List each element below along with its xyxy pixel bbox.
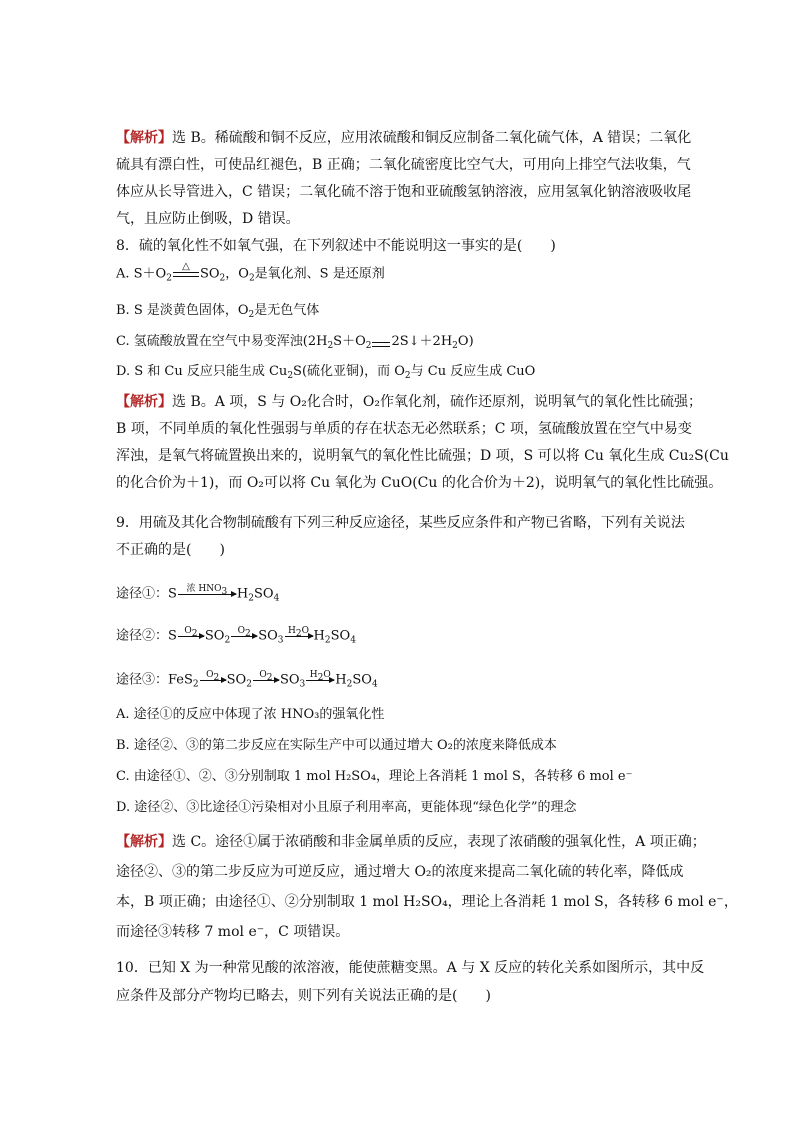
arrow-shaft [306, 680, 334, 681]
subscript: 2 [324, 635, 331, 646]
q7-analysis-line-1 [116, 128, 692, 148]
subscript: 2 [287, 371, 294, 381]
q8-b-end: 是无色气体 [254, 303, 320, 318]
q9-analysis-line-1 [116, 832, 706, 852]
q8-b-prefix: B. S 是淡黄色固体，O [116, 303, 249, 318]
spacer [173, 277, 199, 286]
subscript: 2 [365, 341, 372, 351]
q10-stem-line-1: 10．已知 X 为一种常见酸的浓溶液，能使蔗糖变黑。A 与 X 反应的转化关系如图所示，其中反 [116, 960, 705, 976]
q8-d-end: 与 Cu 反应生成 CuO [410, 364, 536, 379]
reaction-arrow [231, 626, 257, 646]
route-1 [116, 584, 686, 605]
subscript: 2 [192, 679, 199, 690]
subscript: 2 [246, 679, 252, 690]
subscript: 4 [371, 679, 378, 690]
subscript: 2 [346, 679, 353, 690]
route-3-label: 途径③：FeS [116, 672, 193, 688]
arrow-shaft [178, 636, 204, 637]
q8-option-b [116, 301, 686, 321]
subscript: 2 [166, 273, 172, 284]
subscript: 2 [213, 673, 220, 683]
subscript: 2 [219, 273, 226, 284]
reaction-arrow [306, 670, 334, 690]
q8-option-d [116, 362, 686, 382]
q8-option-a [116, 262, 686, 286]
condition-text: O [237, 626, 246, 636]
route-3 [116, 670, 686, 691]
q9-analysis-line-3: 本，B 项正确；由途径①、②分别制取 1 mol H₂SO₄，理论上各消耗 1 mol S，各转移 6 mol e⁻， [116, 894, 738, 910]
route-1-label: 途径①：S [116, 586, 177, 602]
q8-a-end: 是氧化剂、S 是还原剂 [254, 266, 385, 282]
arrow-shaft [178, 594, 236, 595]
h2so4-text: H [313, 628, 325, 644]
subscript: 3 [277, 635, 284, 646]
arrow-condition: $H_2O$ [309, 670, 331, 683]
reaction-arrow [253, 670, 279, 690]
arrow-shaft [285, 636, 313, 637]
q8-d-mid: S(硫化亚铜)，而 O [293, 364, 405, 379]
heat-symbol: △ [182, 261, 190, 272]
reaction-arrow [200, 670, 226, 690]
analysis-tag: 【解析】 [116, 394, 172, 410]
so3-text: SO [279, 672, 300, 688]
q10-stem-line-2: 应条件及部分产物均已略去，则下列有关说法正确的是( ) [116, 988, 491, 1004]
q9-option-d: D. 途径②、③比途径①污染相对小且原子利用率高，更能体现“绿色化学”的理念 [116, 800, 577, 815]
so-text: SO [253, 586, 274, 602]
condition-text: H [309, 670, 318, 680]
q8-c-s-o: S＋O [333, 334, 366, 349]
subscript: 2 [327, 341, 334, 351]
subscript: 3 [299, 679, 306, 690]
q9-option-a: A. 途径①的反应中体现了浓 HNO₃的强氧化性 [116, 707, 385, 722]
so2-text: SO [226, 672, 247, 688]
route-1-product: H [236, 586, 249, 602]
q8-c-prefix: C. 氢硫酸放置在空气中易变浑浊(2H [116, 334, 328, 349]
q7-analysis-text: 选 B。稀硫酸和铜不反应，应用浓硫酸和铜反应制备二氧化硫气体，A 错误；二氧化 [172, 130, 692, 146]
route-2 [116, 626, 686, 647]
subscript: 2 [266, 673, 273, 683]
heating-equals-sign [173, 262, 199, 286]
so-text: SO [330, 628, 351, 644]
subscript: 2 [248, 273, 255, 284]
arrow-shaft [253, 680, 279, 681]
q9-analysis-line-2: 途径②、③的第二步反应为可逆反应，通过增大 O₂的浓度来提高二氧化硫的转化率，降低成 [116, 864, 684, 880]
subscript: 4 [350, 635, 356, 646]
condition-text: O [259, 670, 267, 680]
q8-c-after: 2S↓＋2H [391, 334, 453, 349]
condition-text: 浓 HNO [186, 584, 222, 594]
q9-stem-line-1: 9．用硫及其化合物制硫酸有下列三种反应途径，某些反应条件和产物已省略，下列有关说法 [116, 515, 685, 531]
subscript: 2 [317, 673, 324, 683]
so2-text: SO [204, 628, 225, 644]
q8-analysis-line-4: 的化合价为＋1)，而 O₂可以将 Cu 氧化为 CuO(Cu 的化合价为＋2)，说明氧气的氧化性比硫强。 [116, 475, 723, 491]
q9-analysis-line-4: 而途径③转移 7 mol e⁻，C 项错误。 [116, 924, 350, 940]
h2so4-text: H [335, 672, 347, 688]
subscript: 2 [245, 629, 251, 639]
q9-option-b: B. 途径②、③的第二步反应在实际生产中可以通过增大 O₂的浓度来降低成本 [116, 738, 557, 753]
condition-text: O [206, 670, 214, 680]
reaction-arrow [285, 626, 313, 646]
reaction-arrow [178, 626, 204, 646]
arrow-shaft [231, 636, 257, 637]
q8-d-prefix: D. S 和 Cu 反应只能生成 Cu [116, 364, 288, 379]
q7-analysis-line-4: 气，且应防止倒吸，D 错误。 [116, 211, 300, 227]
subscript: 2 [248, 593, 254, 604]
subscript: 2 [191, 629, 198, 639]
analysis-tag: 【解析】 [116, 130, 172, 146]
subscript: 2 [224, 635, 231, 646]
q8-a-mid: SO [199, 266, 220, 282]
double-bar [372, 342, 390, 347]
q9-option-c: C. 由途径①、②、③分别制取 1 mol H₂SO₄，理论上各消耗 1 mol S，各转移 6 mol e⁻ [116, 769, 633, 784]
q8-a-tail: ，O [225, 266, 249, 282]
arrow-condition: $H_2O$ [288, 626, 310, 639]
condition-text: O [184, 626, 192, 636]
subscript: 2 [295, 629, 302, 639]
analysis-tag: 【解析】 [116, 834, 172, 850]
reaction-arrow [178, 584, 236, 604]
so-text: SO [352, 672, 372, 688]
subscript: 2 [452, 341, 458, 351]
equals-sign [372, 342, 390, 347]
q8-option-c [116, 332, 686, 352]
q8-analysis-text: 选 B。A 项，S 与 O₂化合时，O₂作氧化剂，硫作还原剂，说明氧气的氧化性比硫强； [172, 394, 702, 410]
q8-analysis-line-1 [116, 392, 702, 412]
q8-analysis-line-3: 浑浊，是氧气将硫置换出来的，说明氧气的氧化性比硫强；D 项，S 可以将 Cu 氧化生成 Cu₂S(Cu [116, 448, 729, 464]
q8-analysis-line-2: B 项，不同单质的氧化性强弱与单质的存在状态无必然联系；C 项，氢硫酸放置在空气中易变 [116, 421, 692, 437]
q9-stem-line-2: 不正确的是( ) [116, 542, 225, 558]
q9-analysis-text: 选 C。途径①属于浓硝酸和非金属单质的反应，表现了浓硝酸的强氧化性，A 项正确； [172, 834, 706, 850]
subscript: 2 [404, 371, 411, 381]
condition-text: H [288, 626, 296, 636]
q8-c-end: O) [457, 334, 474, 349]
q8-stem: 8．硫的氧化性不如氧气强，在下列叙述中不能说明这一事实的是( ) [116, 238, 556, 254]
so3-text: SO [258, 628, 278, 644]
arrow-shaft [200, 680, 226, 681]
arrow-condition [178, 584, 236, 597]
q7-analysis-line-3: 体应从长导管进入，C 错误；二氧化硫不溶于饱和亚硫酸氢钠溶液，应用氢氧化钠溶液吸收尾 [116, 184, 692, 200]
q8-a-prefix: A. S＋O [116, 266, 167, 282]
subscript: 3 [221, 587, 228, 597]
route-2-label: 途径②：S [116, 628, 177, 644]
q7-analysis-line-2: 硫具有漂白性，可使品红褪色，B 正确；二氧化硫密度比空气大，可用向上排空气法收集，气 [116, 157, 691, 173]
subscript: 2 [248, 310, 255, 320]
subscript: 4 [273, 593, 280, 604]
